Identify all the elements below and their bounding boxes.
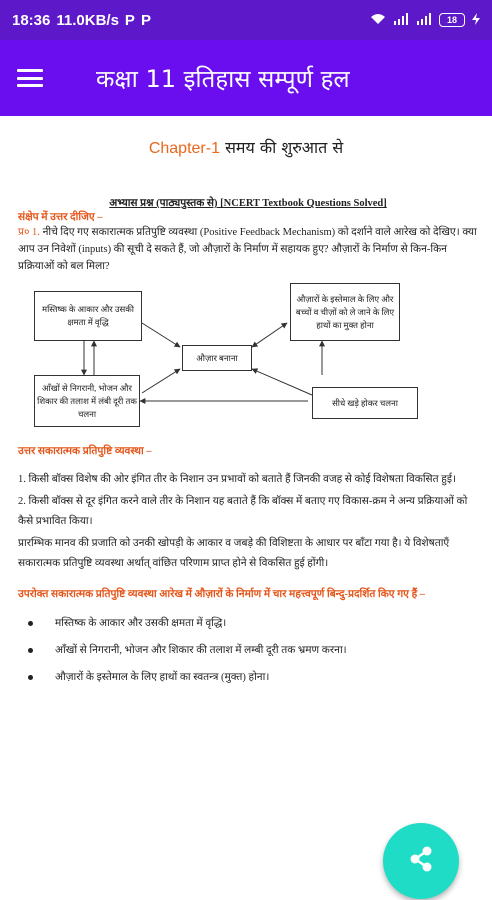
content[interactable] xyxy=(0,116,492,900)
points-list xyxy=(18,610,478,691)
diagram-box-upright: सीधे खड़े होकर चलना xyxy=(312,387,418,419)
question xyxy=(18,224,478,275)
app-title: कक्षा 11 इतिहास सम्पूर्ण हल xyxy=(96,64,350,93)
list-item xyxy=(18,664,478,691)
signal-icon-2 xyxy=(416,13,432,28)
share-icon xyxy=(406,844,436,878)
status-bar xyxy=(0,0,492,40)
document xyxy=(18,196,478,691)
bullet-icon xyxy=(28,621,33,626)
wifi-icon xyxy=(370,13,386,28)
signal-icon xyxy=(393,13,409,28)
status-speed: 11.0KB/s xyxy=(56,11,119,29)
points-heading: उपरोक्त सकारात्मक प्रतिपुष्टि व्यवस्था आरेख में औज़ारों के निर्माण में चार महत्त्वपूर्ण बिन्दु-प्रदर्शित किए गए हैं – xyxy=(18,589,426,600)
question-number: प्र० 1. xyxy=(18,227,40,238)
answer-heading: उत्तर सकारात्मक प्रतिपुष्टि व्यवस्था – xyxy=(18,446,152,457)
list-item-text: औज़ारों के इस्तेमाल के लिए हाथों का स्वतन्त्र (मुक्त) होना। xyxy=(55,672,270,683)
charging-icon xyxy=(472,13,480,28)
battery-level: 18 xyxy=(446,15,457,25)
list-item xyxy=(18,637,478,664)
status-time: 18:36 xyxy=(12,11,51,29)
hamburger-menu-icon xyxy=(17,69,43,87)
app-bar xyxy=(0,40,492,116)
exercise-heading: अभ्यास प्रश्न (पाठ्यपुस्तक से) [NCERT Textbook Questions Solved] xyxy=(109,198,387,209)
answer-paragraph: प्रारम्भिक मानव की प्रजाति को उनकी खोपड़ी के आकार व जबड़े की विशिष्टता के आधार पर बाँटा गया है। ये विशेषताएँ सकारात्मक प्रतिपुष्टि व्यवस्था अर्थात् वांछित परिणाम प्राप्त होने से विकसित हुई होंगी। xyxy=(18,538,450,569)
chapter-title xyxy=(0,136,492,158)
list-item xyxy=(18,610,478,637)
diagram-box-toolmaking: औज़ार बनाना xyxy=(182,345,252,371)
chapter-name: समय की शुरुआत से xyxy=(225,138,344,157)
diagram-box-walking-distance: आँखों से निगरानी, भोजन और शिकार की तलाश में लंबी दूरी तक चलना xyxy=(34,375,140,427)
bullet-icon xyxy=(28,648,33,653)
share-button[interactable] xyxy=(383,823,459,899)
app-notification-icon: P xyxy=(124,11,135,29)
chapter-prefix: Chapter-1 xyxy=(148,140,220,157)
list-item-text: मस्तिष्क के आकार और उसकी क्षमता में वृद्धि। xyxy=(55,618,227,629)
diagram-box-hands: औज़ारों के इस्तेमाल के लिए और बच्चों व चीज़ों को ले जाने के लिए हाथों का मुक्त होना xyxy=(290,283,400,341)
answer-point-2: 2. किसी बॉक्स से दूर इंगित करने वाले तीर के निशान यह बताते हैं कि बॉक्स में बताए गए विकास-क्रम ने अन्य प्रक्रियाओं को कैसे प्रभावित किया। xyxy=(18,496,468,527)
menu-button[interactable] xyxy=(0,40,60,116)
list-item-text: आँखों से निगरानी, भोजन और शिकार की तलाश में लम्बी दूरी तक भ्रमण करना। xyxy=(55,645,347,656)
app-notification-icon-2: P xyxy=(140,11,151,29)
battery-icon xyxy=(439,13,465,27)
bullet-icon xyxy=(28,675,33,680)
diagram-box-brain: मस्तिष्क के आकार और उसकी क्षमता में वृद्धि xyxy=(34,291,142,341)
section-heading: संक्षेप में उत्तर दीजिए – xyxy=(18,212,103,223)
question-text: नीचे दिए गए सकारात्मक प्रतिपुष्टि व्यवस्था (Positive Feedback Mechanism) को दर्शाने वाले आरेख को देखिए। क्या आप उन निवेशों (inputs) की सूची दे सकते हैं, जो औज़ारों के निर्माण में सहायक हुए? औज़ारों के निर्माण से किन-किन प्रक्रियाओं को बल मिला? xyxy=(18,227,477,272)
feedback-diagram xyxy=(22,283,422,438)
answer-point-1: 1. किसी बॉक्स विशेष की ओर इंगित तीर के निशान उन प्रभावों को बताते हैं जिनकी वजह से कोई विशेषता विकसित हुई। xyxy=(18,474,456,485)
